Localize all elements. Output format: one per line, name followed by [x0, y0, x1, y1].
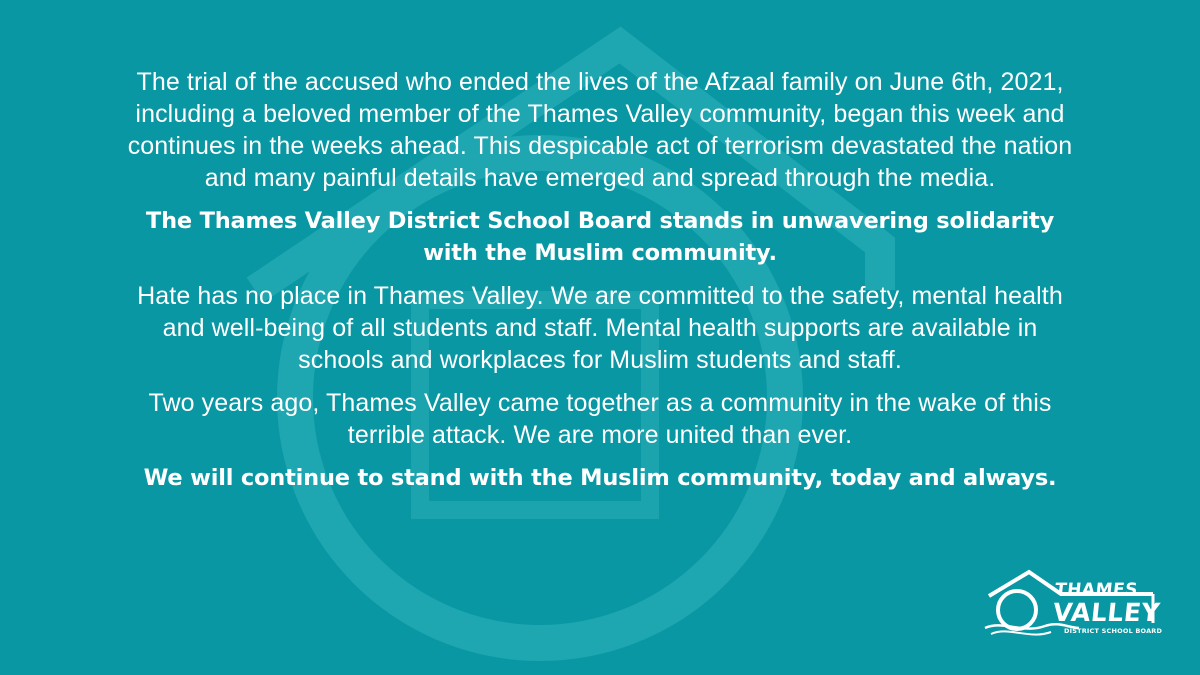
- tvdsb-logo: [983, 568, 1163, 642]
- statement-paragraph-unity: Two years ago, Thames Valley came together as a community in the wake of this terrible attack. We are more united than ever.: [148, 389, 1052, 449]
- logo-subtitle: DISTRICT SCHOOL BOARD: [1064, 627, 1163, 635]
- statement-paragraph-commitment: Hate has no place in Thames Valley. We are committed to the safety, mental health and well-being of all students and staff. Mental health supports are available in schools and workplaces for Muslim students and staff.: [137, 282, 1063, 374]
- statement-solidarity: The Thames Valley District School Board stands in unwavering solidarity with the Muslim community.: [145, 208, 1055, 266]
- statement-closing: We will continue to stand with the Muslim community, today and always.: [143, 465, 1057, 491]
- statement-text: [120, 66, 1080, 494]
- logo-word-thames: THAMES: [1053, 580, 1139, 600]
- logo-word-valley: VALLEY: [1051, 598, 1162, 627]
- statement-paragraph-trial: The trial of the accused who ended the lives of the Afzaal family on June 6th, 2021, including a beloved member of the Thames Valley community, began this week and continues in the weeks ahead. This despicable act of terrorism devastated the nation and many painful details have emerged and spread through the media.: [127, 68, 1073, 192]
